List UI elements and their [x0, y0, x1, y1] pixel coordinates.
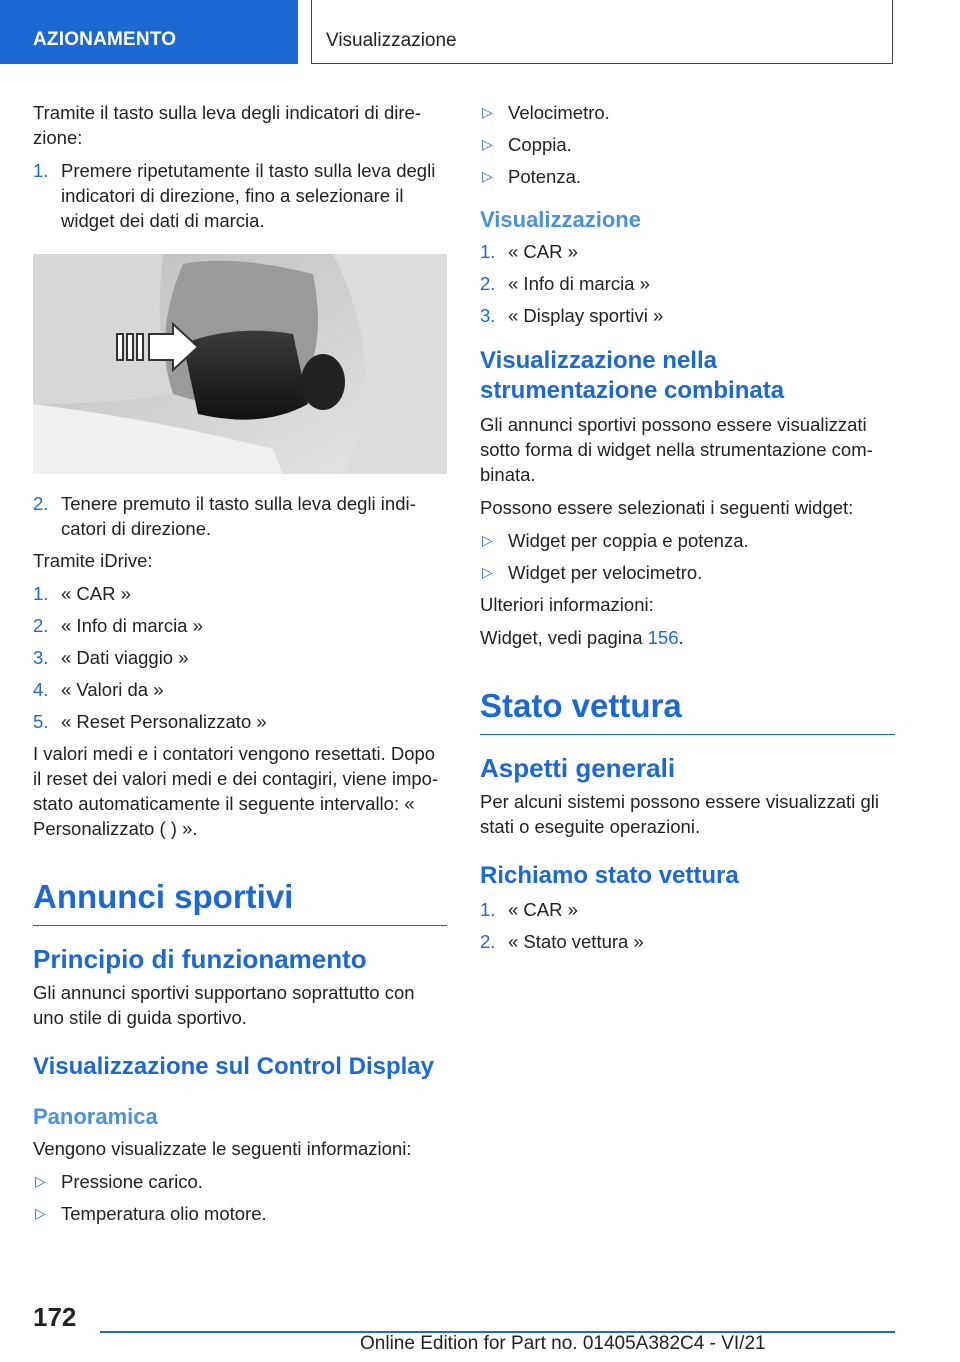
triangle-bullet-icon: ▷: [482, 564, 493, 580]
list-item: 1. Premere ripetutamente il tasto sulla leva degli indicatori di direzione, fino a selezionare il widget dei dati di marcia.: [33, 160, 436, 231]
page-link[interactable]: 156: [647, 627, 679, 648]
section-tab: [0, 0, 298, 64]
display-steps: [480, 239, 895, 328]
widget-reference: Widget, vedi pagina 156.: [480, 627, 684, 648]
intro-lever: Tramite il tasto sulla leva degli indicatori di dire-zione:: [33, 102, 421, 148]
subsection-heading: Richiamo stato vettura: [480, 862, 739, 889]
list-item: ▷ Potenza.: [482, 166, 582, 187]
overview-items-continued: [480, 100, 895, 189]
list-item: 1. « CAR »: [480, 241, 578, 262]
reset-note: I valori medi e i contatori vengono resettati. Dopo il reset dei valori medi e dei contagiri, viene impo-stato automaticamente il seguente intervallo: « Personalizzato ( ) ».: [33, 743, 439, 839]
turn-signal-lever-figure: [33, 254, 447, 474]
page-title: Visualizzazione: [326, 30, 457, 51]
list-item: ▷ Coppia.: [482, 134, 572, 155]
list-item: 2. « Stato vettura »: [480, 931, 644, 952]
list-item: 2. « Info di marcia »: [480, 273, 650, 294]
principle-text: Gli annunci sportivi supportano soprattutto con uno stile di guida sportivo.: [33, 982, 415, 1028]
triangle-bullet-icon: ▷: [35, 1173, 46, 1189]
list-item: 1. « CAR »: [480, 899, 578, 920]
overview-text: Vengono visualizzate le seguenti informazioni:: [33, 1138, 412, 1159]
right-column: [480, 100, 895, 961]
select-text: Possono essere selezionati i seguenti widget:: [480, 497, 854, 518]
subsection-heading: Visualizzazione nella strumentazione combinata: [480, 347, 785, 404]
idrive-steps: [33, 581, 447, 734]
chapter-title: Stato vettura: [480, 686, 895, 735]
widget-list: [480, 528, 895, 585]
recall-steps: [480, 897, 895, 954]
more-info-label: Ulteriori informazioni:: [480, 594, 654, 615]
edition-note: Online Edition for Part no. 01405A382C4 - VI/21: [360, 1333, 766, 1354]
list-item: 3. « Dati viaggio »: [33, 647, 189, 668]
chapter-title: Annunci sportivi: [33, 877, 447, 926]
list-item: ▷ Widget per coppia e potenza.: [482, 530, 749, 551]
cluster-text: Gli annunci sportivi possono essere visualizzati sotto forma di widget nella strumentazione com-binata.: [480, 414, 873, 485]
lever-steps-continued: [33, 491, 447, 541]
page-header: [311, 0, 893, 64]
list-item: ▷ Velocimetro.: [482, 102, 610, 123]
triangle-bullet-icon: ▷: [35, 1205, 46, 1221]
list-item: 5. « Reset Personalizzato »: [33, 711, 267, 732]
minor-heading: Panoramica: [33, 1104, 158, 1129]
overview-items: [33, 1169, 447, 1226]
list-item: 2. « Info di marcia »: [33, 615, 203, 636]
triangle-bullet-icon: ▷: [482, 104, 493, 120]
general-text: Per alcuni sistemi possono essere visualizzati gli stati o eseguite operazioni.: [480, 791, 879, 837]
minor-heading: Visualizzazione: [480, 207, 641, 232]
page-number: 172: [33, 1302, 77, 1332]
intro-idrive: Tramite iDrive:: [33, 550, 153, 571]
list-item: ▷ Widget per velocimetro.: [482, 562, 703, 583]
triangle-bullet-icon: ▷: [482, 532, 493, 548]
subsection-heading: Visualizzazione sul Control Display: [33, 1053, 434, 1080]
list-item: ▷ Temperatura olio motore.: [35, 1203, 267, 1224]
list-item: 3. « Display sportivi »: [480, 305, 664, 326]
left-column: [33, 100, 447, 1233]
triangle-bullet-icon: ▷: [482, 168, 493, 184]
lever-steps: [33, 158, 447, 233]
list-item: 2. Tenere premuto il tasto sulla leva degli indi-catori di direzione.: [33, 493, 416, 539]
section-label: AZIONAMENTO: [33, 29, 177, 50]
list-item: ▷ Pressione carico.: [35, 1171, 203, 1192]
section-heading: Principio di funzionamento: [33, 944, 367, 974]
list-item: 1. « CAR »: [33, 583, 131, 604]
list-item: 4. « Valori da »: [33, 679, 164, 700]
section-heading: Aspetti generali: [480, 753, 676, 783]
triangle-bullet-icon: ▷: [482, 136, 493, 152]
